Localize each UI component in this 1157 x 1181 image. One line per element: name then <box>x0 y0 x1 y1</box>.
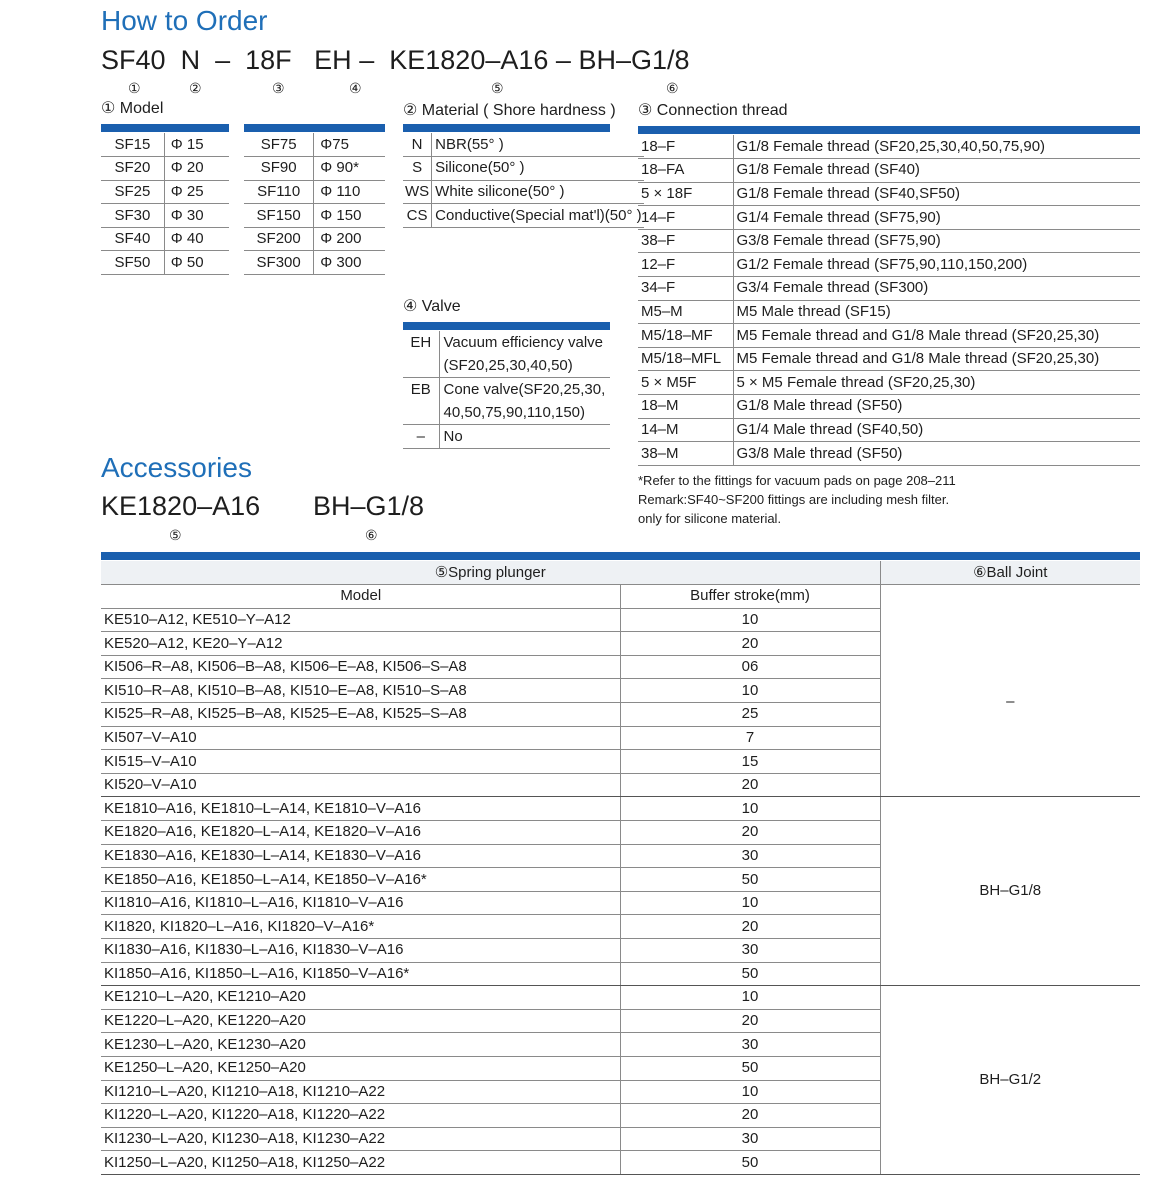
connection-row <box>638 206 1140 230</box>
plunger-model: KI1250–L–A20, KI1250–A18, KI1250–A22 <box>101 1151 620 1175</box>
plunger-model: KE1810–A16, KE1810–L–A14, KE1810–V–A16 <box>101 797 620 821</box>
plunger-model: KI520–V–A10 <box>101 773 620 797</box>
plunger-model: KI1850–A16, KI1850–L–A16, KI1850–V–A16* <box>101 962 620 986</box>
model-diameter: Φ 300 <box>314 251 385 275</box>
thread-code: M5/18–MF <box>638 324 733 348</box>
thread-code: 18–F <box>638 135 733 159</box>
model-diameter: Φ 200 <box>314 227 385 251</box>
material-desc: NBR(55° ) <box>432 133 644 157</box>
model-diameter: Φ 15 <box>164 133 229 157</box>
connection-note-1: *Refer to the fittings for vacuum pads on page 208–211 <box>638 473 956 488</box>
plunger-model: KE1210–L–A20, KE1210–A20 <box>101 986 620 1010</box>
model-code: SF200 <box>244 227 314 251</box>
plunger-model: KE1820–A16, KE1820–L–A14, KE1820–V–A16 <box>101 821 620 845</box>
model-title: ① Model <box>101 100 164 117</box>
page-title: How to Order <box>101 5 268 36</box>
material-desc: Silicone(50° ) <box>432 157 644 181</box>
order-num-5: ⑤ <box>491 80 504 96</box>
model-diameter: Φ 150 <box>314 204 385 228</box>
connection-bar <box>638 126 1140 134</box>
plunger-model: KE520–A12, KE20–Y–A12 <box>101 632 620 656</box>
model-code: SF90 <box>244 157 314 181</box>
model-code: SF20 <box>101 157 164 181</box>
thread-desc: G3/4 Female thread (SF300) <box>733 277 1140 301</box>
valve-table <box>403 331 610 449</box>
dash: – <box>359 45 375 75</box>
order-part-material: N <box>180 45 201 75</box>
material-desc: White silicone(50° ) <box>432 180 644 204</box>
valve-row <box>403 425 610 449</box>
thread-code: M5–M <box>638 300 733 324</box>
plunger-model: KI1810–A16, KI1810–L–A16, KI1810–V–A16 <box>101 891 620 915</box>
ball-spacer <box>880 585 1140 609</box>
accessories-title: Accessories <box>101 452 252 483</box>
valve-desc-line1: Vacuum efficiency valve <box>443 334 604 351</box>
model-code: SF300 <box>244 251 314 275</box>
model-bar-right <box>244 124 385 132</box>
material-code: CS <box>403 204 432 228</box>
buffer-stroke: 30 <box>620 1127 880 1151</box>
valve-desc <box>439 331 610 378</box>
accessory-row <box>101 608 1140 632</box>
valve-desc <box>439 425 610 449</box>
material-code: S <box>403 157 432 181</box>
connection-row <box>638 442 1140 466</box>
model-row <box>101 204 229 228</box>
valve-code: EB <box>403 378 439 425</box>
model-code: SF25 <box>101 180 164 204</box>
material-row <box>403 180 644 204</box>
buffer-stroke: 20 <box>620 773 880 797</box>
buffer-stroke: 50 <box>620 1056 880 1080</box>
model-code: SF75 <box>244 133 314 157</box>
thread-desc: G1/8 Female thread (SF40,SF50) <box>733 182 1140 206</box>
model-code: SF40 <box>101 227 164 251</box>
connection-note-3: only for silicone material. <box>638 511 782 526</box>
valve-row <box>403 331 610 378</box>
valve-code: – <box>403 425 439 449</box>
connection-title: ③ Connection thread <box>638 102 788 119</box>
plunger-model: KI1220–L–A20, KI1220–A18, KI1220–A22 <box>101 1104 620 1128</box>
buffer-stroke: 10 <box>620 1080 880 1104</box>
plunger-model: KI507–V–A10 <box>101 726 620 750</box>
col-buffer-stroke: Buffer stroke(mm) <box>620 585 880 609</box>
plunger-model: KI506–R–A8, KI506–B–A8, KI506–E–A8, KI506–S–A8 <box>101 655 620 679</box>
model-code: SF150 <box>244 204 314 228</box>
model-code: SF110 <box>244 180 314 204</box>
material-row <box>403 157 644 181</box>
thread-desc: G1/4 Male thread (SF40,50) <box>733 418 1140 442</box>
plunger-model: KI1210–L–A20, KI1210–A18, KI1210–A22 <box>101 1080 620 1104</box>
accessories-code-joint: BH–G1/8 <box>313 491 425 521</box>
connection-row <box>638 395 1140 419</box>
buffer-stroke: 20 <box>620 632 880 656</box>
model-row <box>244 227 385 251</box>
connection-row <box>638 253 1140 277</box>
model-row <box>244 133 385 157</box>
buffer-stroke: 25 <box>620 703 880 727</box>
thread-code: 34–F <box>638 277 733 301</box>
material-bar <box>403 124 610 132</box>
plunger-model: KI515–V–A10 <box>101 750 620 774</box>
plunger-model: KE510–A12, KE510–Y–A12 <box>101 608 620 632</box>
thread-code: M5/18–MFL <box>638 347 733 371</box>
buffer-stroke: 30 <box>620 844 880 868</box>
connection-note-2: Remark:SF40~SF200 fittings are including mesh filter. <box>638 492 950 507</box>
thread-code: 38–F <box>638 229 733 253</box>
thread-desc: M5 Female thread and G1/8 Male thread (SF20,25,30) <box>733 324 1140 348</box>
model-diameter: Φ 90* <box>314 157 385 181</box>
connection-row <box>638 347 1140 371</box>
buffer-stroke: 50 <box>620 962 880 986</box>
connection-table <box>638 135 1140 466</box>
buffer-stroke: 30 <box>620 1033 880 1057</box>
model-diameter: Φ 20 <box>164 157 229 181</box>
accessories-table <box>101 561 1140 1175</box>
head-ball-joint: ⑥Ball Joint <box>880 561 1140 585</box>
buffer-stroke: 50 <box>620 868 880 892</box>
connection-row <box>638 135 1140 159</box>
accessories-num-6: ⑥ <box>365 527 378 543</box>
model-row <box>244 251 385 275</box>
thread-desc: G1/8 Female thread (SF40) <box>733 159 1140 183</box>
model-diameter: Φ 110 <box>314 180 385 204</box>
valve-desc-line1: No <box>443 428 463 445</box>
connection-row <box>638 324 1140 348</box>
material-code: N <box>403 133 432 157</box>
order-part-joint: BH–G1/8 <box>578 45 690 75</box>
thread-code: 14–M <box>638 418 733 442</box>
accessories-code-plunger: KE1820–A16 <box>101 491 261 521</box>
thread-desc: G1/2 Female thread (SF75,90,110,150,200) <box>733 253 1140 277</box>
material-row <box>403 133 644 157</box>
model-code: SF50 <box>101 251 164 275</box>
model-diameter: Φ 25 <box>164 180 229 204</box>
connection-row <box>638 418 1140 442</box>
order-part-plunger: KE1820–A16 <box>389 45 549 75</box>
buffer-stroke: 06 <box>620 655 880 679</box>
model-row <box>244 180 385 204</box>
buffer-stroke: 20 <box>620 1104 880 1128</box>
thread-code: 14–F <box>638 206 733 230</box>
ball-joint: BH–G1/8 <box>880 797 1140 986</box>
buffer-stroke: 10 <box>620 679 880 703</box>
model-bar-left <box>101 124 229 132</box>
order-code <box>101 45 690 75</box>
thread-code: 18–FA <box>638 159 733 183</box>
valve-desc-line2: 40,50,75,90,110,150) <box>443 404 586 421</box>
model-code: SF30 <box>101 204 164 228</box>
buffer-stroke: 15 <box>620 750 880 774</box>
connection-row <box>638 277 1140 301</box>
valve-code: EH <box>403 331 439 378</box>
material-title: ② Material ( Shore hardness ) <box>403 102 616 119</box>
buffer-stroke: 10 <box>620 891 880 915</box>
order-num-1: ① <box>128 80 141 96</box>
valve-desc <box>439 378 610 425</box>
model-row <box>101 227 229 251</box>
valve-row <box>403 378 610 425</box>
model-row <box>244 157 385 181</box>
model-diameter: Φ 30 <box>164 204 229 228</box>
thread-desc: M5 Female thread and G1/8 Male thread (SF20,25,30) <box>733 347 1140 371</box>
order-num-6: ⑥ <box>666 80 679 96</box>
thread-desc: M5 Male thread (SF15) <box>733 300 1140 324</box>
buffer-stroke: 10 <box>620 797 880 821</box>
model-row <box>101 133 229 157</box>
accessories-num-5: ⑤ <box>169 527 182 543</box>
buffer-stroke: 10 <box>620 608 880 632</box>
thread-desc: G1/8 Male thread (SF50) <box>733 395 1140 419</box>
thread-code: 18–M <box>638 395 733 419</box>
buffer-stroke: 30 <box>620 939 880 963</box>
thread-code: 5 × M5F <box>638 371 733 395</box>
thread-desc: G3/8 Female thread (SF75,90) <box>733 229 1140 253</box>
buffer-stroke: 10 <box>620 986 880 1010</box>
order-part-model: SF40 <box>101 45 166 75</box>
dash: – <box>215 45 231 75</box>
thread-code: 12–F <box>638 253 733 277</box>
model-row <box>244 204 385 228</box>
plunger-model: KE1850–A16, KE1850–L–A14, KE1850–V–A16* <box>101 868 620 892</box>
model-diameter: Φ 40 <box>164 227 229 251</box>
plunger-model: KE1220–L–A20, KE1220–A20 <box>101 1009 620 1033</box>
model-table-right <box>244 133 385 275</box>
plunger-model: KE1830–A16, KE1830–L–A14, KE1830–V–A16 <box>101 844 620 868</box>
model-code: SF15 <box>101 133 164 157</box>
thread-desc: 5 × M5 Female thread (SF20,25,30) <box>733 371 1140 395</box>
plunger-model: KI525–R–A8, KI525–B–A8, KI525–E–A8, KI525–S–A8 <box>101 703 620 727</box>
buffer-stroke: 50 <box>620 1151 880 1175</box>
ball-joint: BH–G1/2 <box>880 986 1140 1175</box>
accessories-bar <box>101 552 1140 560</box>
valve-title: ④ Valve <box>403 298 461 315</box>
model-diameter: Φ75 <box>314 133 385 157</box>
connection-row <box>638 182 1140 206</box>
thread-desc: G1/4 Female thread (SF75,90) <box>733 206 1140 230</box>
thread-code: 5 × 18F <box>638 182 733 206</box>
buffer-stroke: 20 <box>620 821 880 845</box>
model-row <box>101 157 229 181</box>
accessory-row <box>101 797 1140 821</box>
material-code: WS <box>403 180 432 204</box>
material-row <box>403 204 644 228</box>
plunger-model: KI1830–A16, KI1830–L–A16, KI1830–V–A16 <box>101 939 620 963</box>
buffer-stroke: 20 <box>620 1009 880 1033</box>
valve-desc-line2: (SF20,25,30,40,50) <box>443 357 573 374</box>
order-num-4: ④ <box>349 80 362 96</box>
order-num-2: ② <box>189 80 202 96</box>
plunger-model: KE1230–L–A20, KE1230–A20 <box>101 1033 620 1057</box>
head-spring-plunger: ⑤Spring plunger <box>101 561 880 585</box>
order-num-3: ③ <box>272 80 285 96</box>
model-row <box>101 180 229 204</box>
connection-row <box>638 371 1140 395</box>
model-diameter: Φ 50 <box>164 251 229 275</box>
dash: – <box>555 45 571 75</box>
valve-bar <box>403 322 610 330</box>
plunger-model: KI1230–L–A20, KI1230–A18, KI1230–A22 <box>101 1127 620 1151</box>
thread-code: 38–M <box>638 442 733 466</box>
thread-desc: G3/8 Male thread (SF50) <box>733 442 1140 466</box>
ball-joint: – <box>880 608 1140 797</box>
model-row <box>101 251 229 275</box>
plunger-model: KI510–R–A8, KI510–B–A8, KI510–E–A8, KI510–S–A8 <box>101 679 620 703</box>
accessory-row <box>101 986 1140 1010</box>
buffer-stroke: 20 <box>620 915 880 939</box>
connection-row <box>638 159 1140 183</box>
material-table <box>403 133 644 228</box>
connection-row <box>638 300 1140 324</box>
plunger-model: KE1250–L–A20, KE1250–A20 <box>101 1056 620 1080</box>
order-part-valve: EH <box>314 45 352 75</box>
valve-desc-line1: Cone valve(SF20,25,30, <box>443 381 606 398</box>
plunger-model: KI1820, KI1820–L–A16, KI1820–V–A16* <box>101 915 620 939</box>
connection-row <box>638 229 1140 253</box>
buffer-stroke: 7 <box>620 726 880 750</box>
model-table-left <box>101 133 229 275</box>
col-model: Model <box>101 585 620 609</box>
thread-desc: G1/8 Female thread (SF20,25,30,40,50,75,90) <box>733 135 1140 159</box>
material-desc: Conductive(Special mat'l)(50° ) <box>432 204 644 228</box>
order-part-thread: 18F <box>245 45 292 75</box>
